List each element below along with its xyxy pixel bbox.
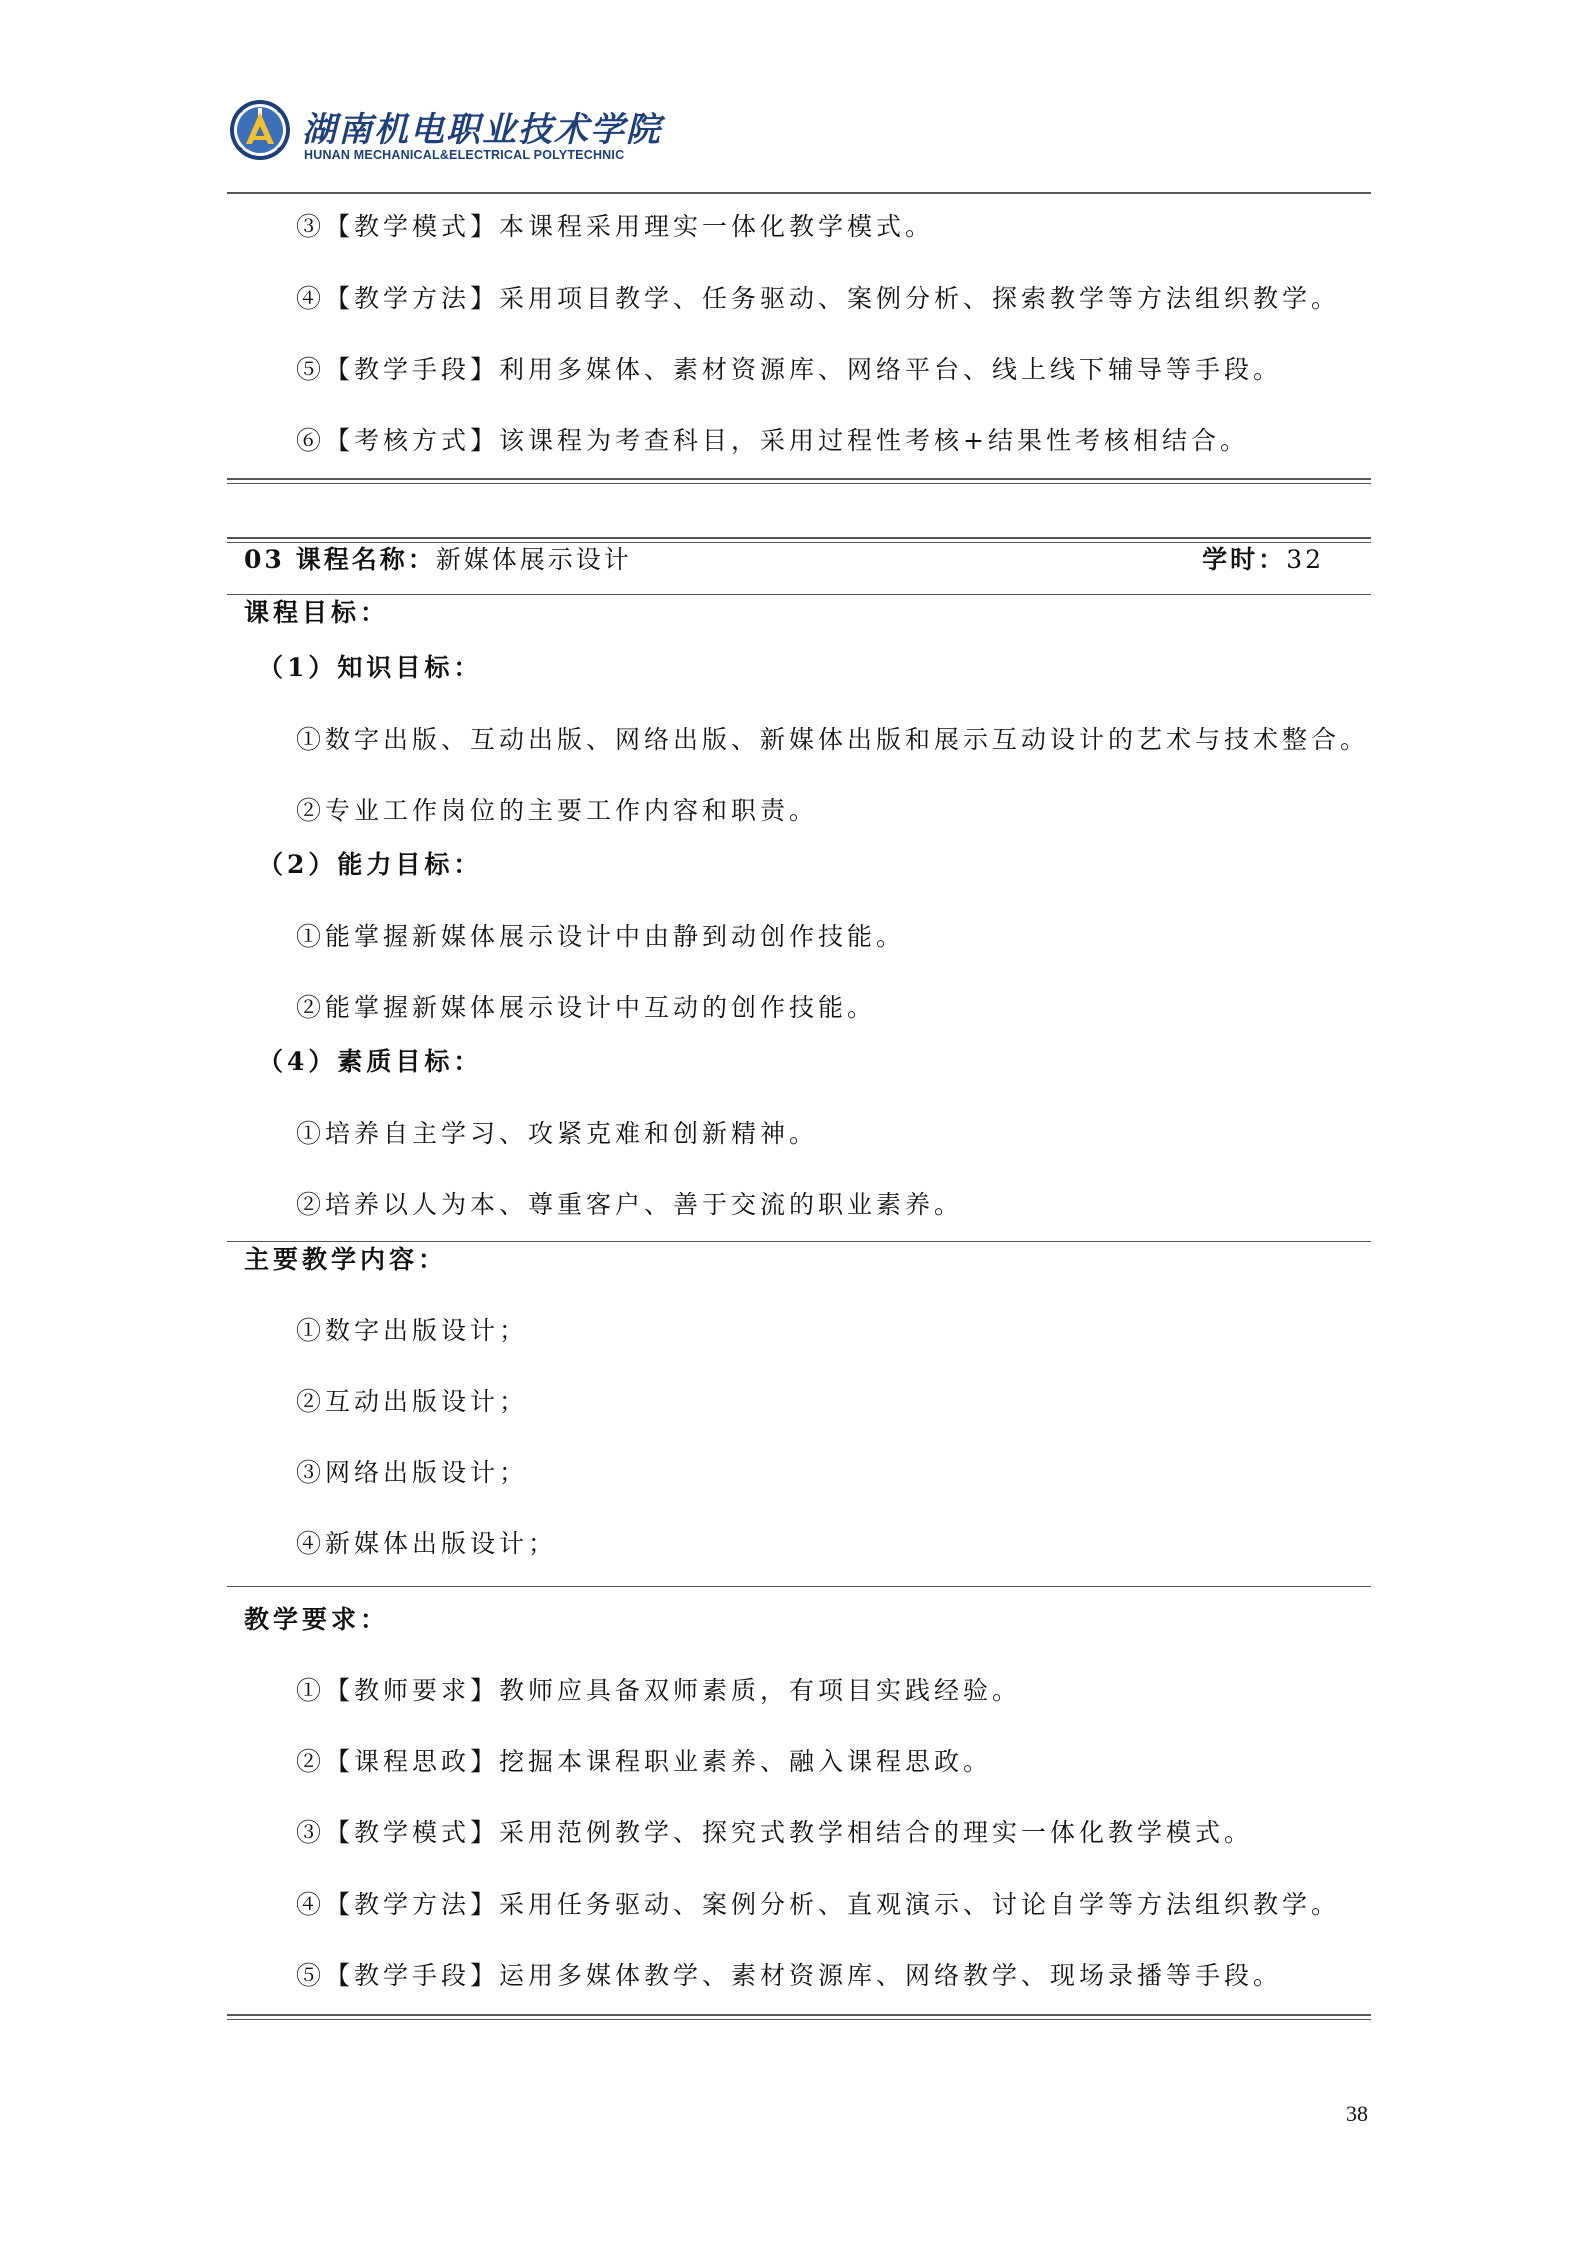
school-name-cn: 湖南机电职业技术学院 [302,110,662,150]
school-emblem-icon [228,98,292,162]
prev-assessment: ⑥【考核方式】该课程为考查科目，采用过程性考核+结果性考核相结合。 [296,426,1249,455]
section-rule-bottom [227,478,1371,484]
course-rule-top [227,537,1371,543]
page-number: 38 [1346,2101,1368,2126]
goals-heading: 课程目标： [244,598,390,627]
content-item: ②互动出版设计； [296,1387,529,1416]
course-title-row [244,544,1324,580]
content-heading: 主要教学内容： [244,1245,448,1274]
ability-heading: （2）能力目标： [258,850,483,879]
content-item: ④新媒体出版设计； [296,1529,558,1558]
course-rule-bottom [227,2014,1371,2020]
knowledge-item: ①数字出版、互动出版、网络出版、新媒体出版和展示互动设计的艺术与技术整合。 [296,725,1370,754]
ability-item: ①能掌握新媒体展示设计中由静到动创作技能。 [296,922,906,951]
course-name-value: 新媒体展示设计 [435,545,632,574]
course-number: 03 [244,545,285,574]
prev-teaching-method: ④【教学方法】采用项目教学、任务驱动、案例分析、探索教学等方法组织教学。 [296,284,1341,313]
quality-heading: （4）素质目标： [258,1047,483,1076]
knowledge-item: ②专业工作岗位的主要工作内容和职责。 [296,796,819,825]
course-name-label: 课程名称： [295,545,436,574]
requirement-item: ②【课程思政】挖掘本课程职业素养、融入课程思政。 [296,1747,993,1776]
quality-item: ②培养以人为本、尊重客户、善于交流的职业素养。 [296,1190,964,1219]
course-name [244,544,632,576]
requirements-heading: 教学要求： [244,1605,390,1634]
course-hours-value: 32 [1286,545,1324,574]
requirement-item: ④【教学方法】采用任务驱动、案例分析、直观演示、讨论自学等方法组织教学。 [296,1890,1341,1919]
header-rule [227,192,1371,194]
content-rule [227,1241,1371,1242]
content-item: ③网络出版设计； [296,1458,529,1487]
quality-item: ①培养自主学习、攻紧克难和创新精神。 [296,1119,819,1148]
course-title-rule [227,594,1371,595]
requirement-item: ③【教学模式】采用范例教学、探究式教学相结合的理实一体化教学模式。 [296,1818,1254,1847]
school-name-en: HUNAN MECHANICAL&ELECTRICAL POLYTECHNIC [304,148,625,162]
content-item: ①数字出版设计； [296,1316,529,1345]
requirements-rule [227,1586,1371,1587]
prev-teaching-means: ⑤【教学手段】利用多媒体、素材资源库、网络平台、线上线下辅导等手段。 [296,355,1283,384]
course-hours-label: 学时： [1202,545,1287,574]
requirement-item: ①【教师要求】教师应具备双师素质，有项目实践经验。 [296,1676,1022,1705]
course-hours [1202,544,1324,576]
requirement-item: ⑤【教学手段】运用多媒体教学、素材资源库、网络教学、现场录播等手段。 [296,1961,1283,1990]
prev-teaching-mode: ③【教学模式】本课程采用理实一体化教学模式。 [296,212,935,241]
knowledge-heading: （1）知识目标： [258,653,483,682]
ability-item: ②能掌握新媒体展示设计中互动的创作技能。 [296,993,877,1022]
page-header [228,98,662,176]
